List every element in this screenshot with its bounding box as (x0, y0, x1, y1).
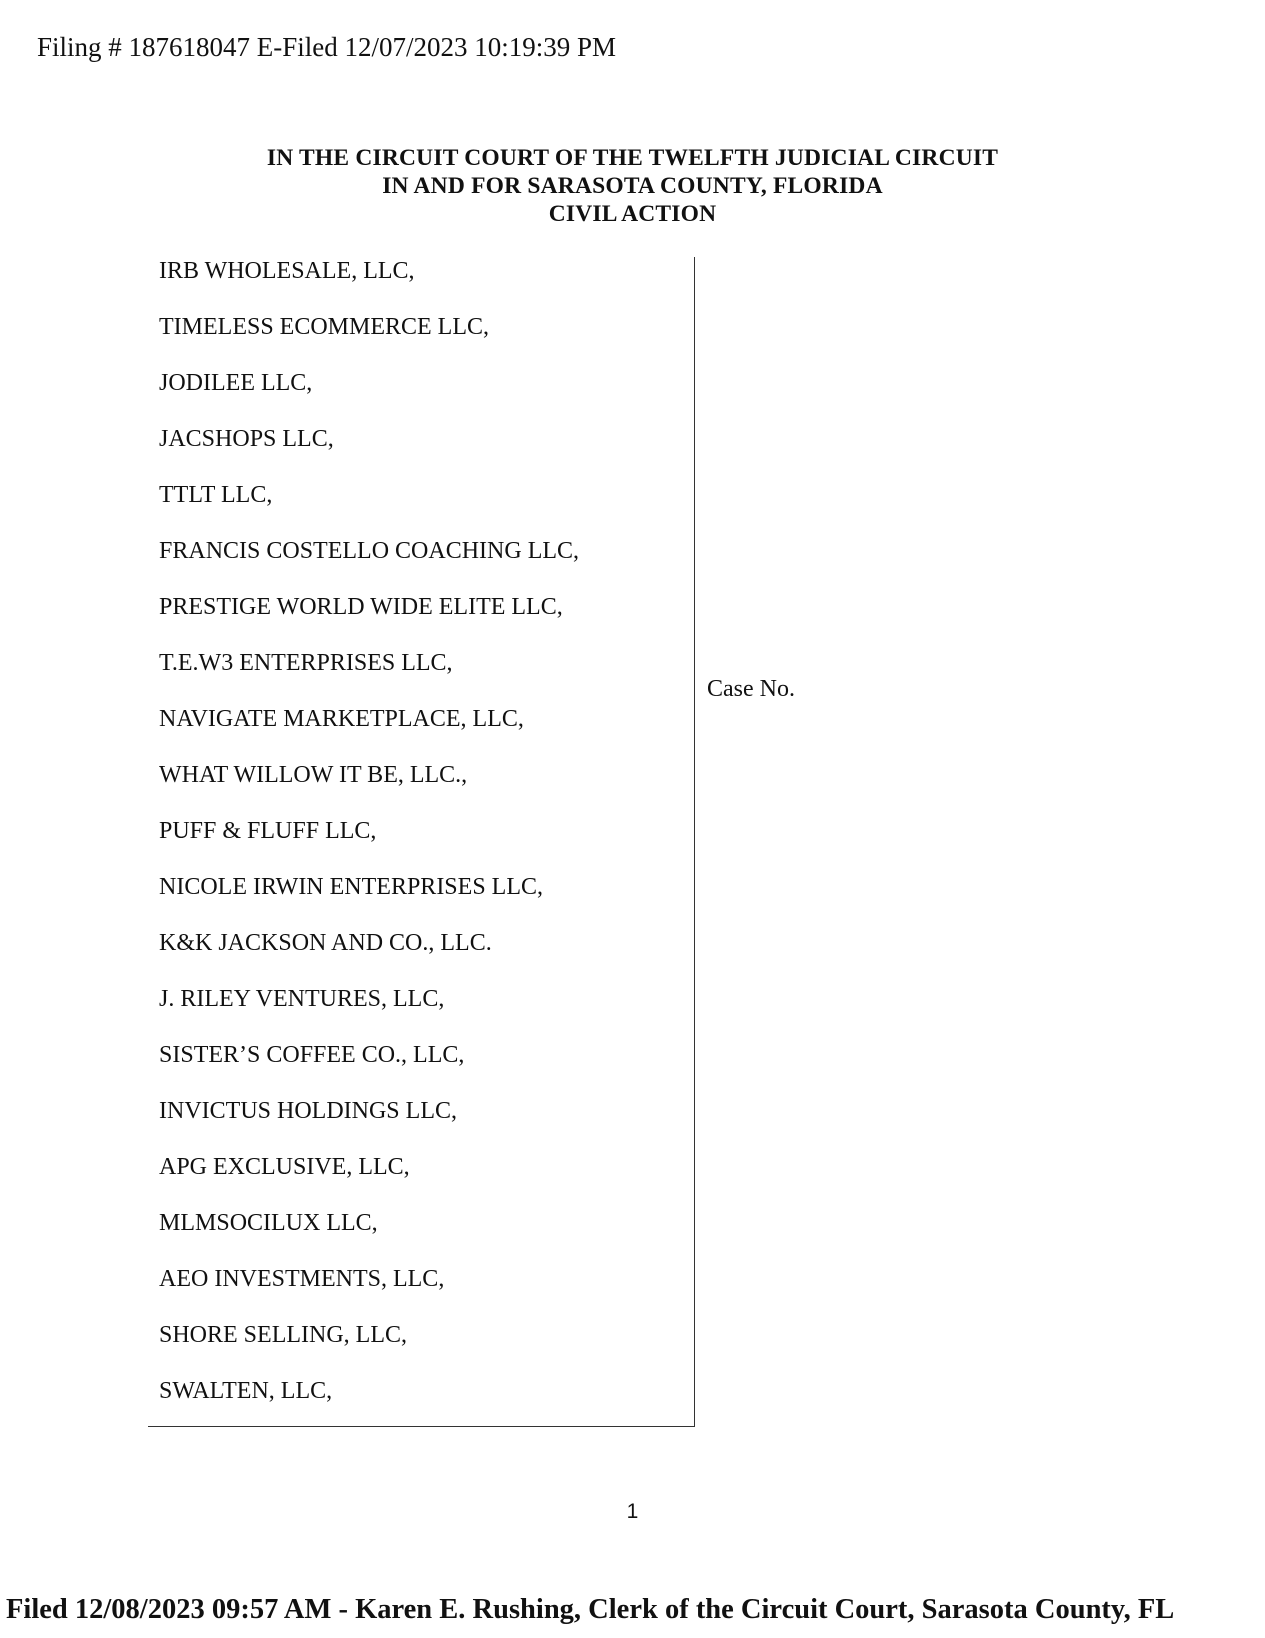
party-name: SHORE SELLING, LLC, (159, 1322, 407, 1348)
party-list (159, 257, 579, 1433)
party-name: IRB WHOLESALE, LLC, (159, 258, 415, 284)
party-name: JACSHOPS LLC, (159, 426, 334, 452)
party-name: WHAT WILLOW IT BE, LLC., (159, 762, 468, 788)
court-header (0, 144, 1265, 228)
party-name: FRANCIS COSTELLO COACHING LLC, (159, 538, 580, 564)
court-header-line: IN THE CIRCUIT COURT OF THE TWELFTH JUDICIAL CIRCUIT (266, 145, 999, 171)
case-caption (148, 257, 695, 1427)
clerk-filing-stamp: Filed 12/08/2023 09:57 AM - Karen E. Rushing, Clerk of the Circuit Court, Sarasota County, FL (6, 1594, 1175, 1625)
party-name: T.E.W3 ENTERPRISES LLC, (159, 650, 453, 676)
party-name: MLMSOCILUX LLC, (159, 1210, 378, 1236)
page-number: 1 (626, 1500, 639, 1523)
filing-stamp: Filing # 187618047 E-Filed 12/07/2023 10:19:39 PM (37, 32, 617, 62)
party-name: NICOLE IRWIN ENTERPRISES LLC, (159, 874, 543, 900)
party-name: J. RILEY VENTURES, LLC, (159, 986, 445, 1012)
party-name: PUFF & FLUFF LLC, (159, 818, 377, 844)
party-name: SISTER’S COFFEE CO., LLC, (159, 1042, 465, 1068)
party-name: JODILEE LLC, (159, 370, 313, 396)
party-name: APG EXCLUSIVE, LLC, (159, 1154, 410, 1180)
party-name: AEO INVESTMENTS, LLC, (159, 1266, 445, 1292)
party-name: INVICTUS HOLDINGS LLC, (159, 1098, 457, 1124)
party-name: PRESTIGE WORLD WIDE ELITE LLC, (159, 594, 563, 620)
party-name: K&K JACKSON AND CO., LLC. (159, 930, 492, 956)
party-name: SWALTEN, LLC, (159, 1378, 333, 1404)
party-name: TTLT LLC, (159, 482, 273, 508)
party-name: TIMELESS ECOMMERCE LLC, (159, 314, 490, 340)
case-number-label: Case No. (707, 676, 795, 702)
court-header-line: IN AND FOR SARASOTA COUNTY, FLORIDA (382, 173, 883, 199)
court-header-line: CIVIL ACTION (548, 201, 717, 227)
party-name: NAVIGATE MARKETPLACE, LLC, (159, 706, 524, 732)
